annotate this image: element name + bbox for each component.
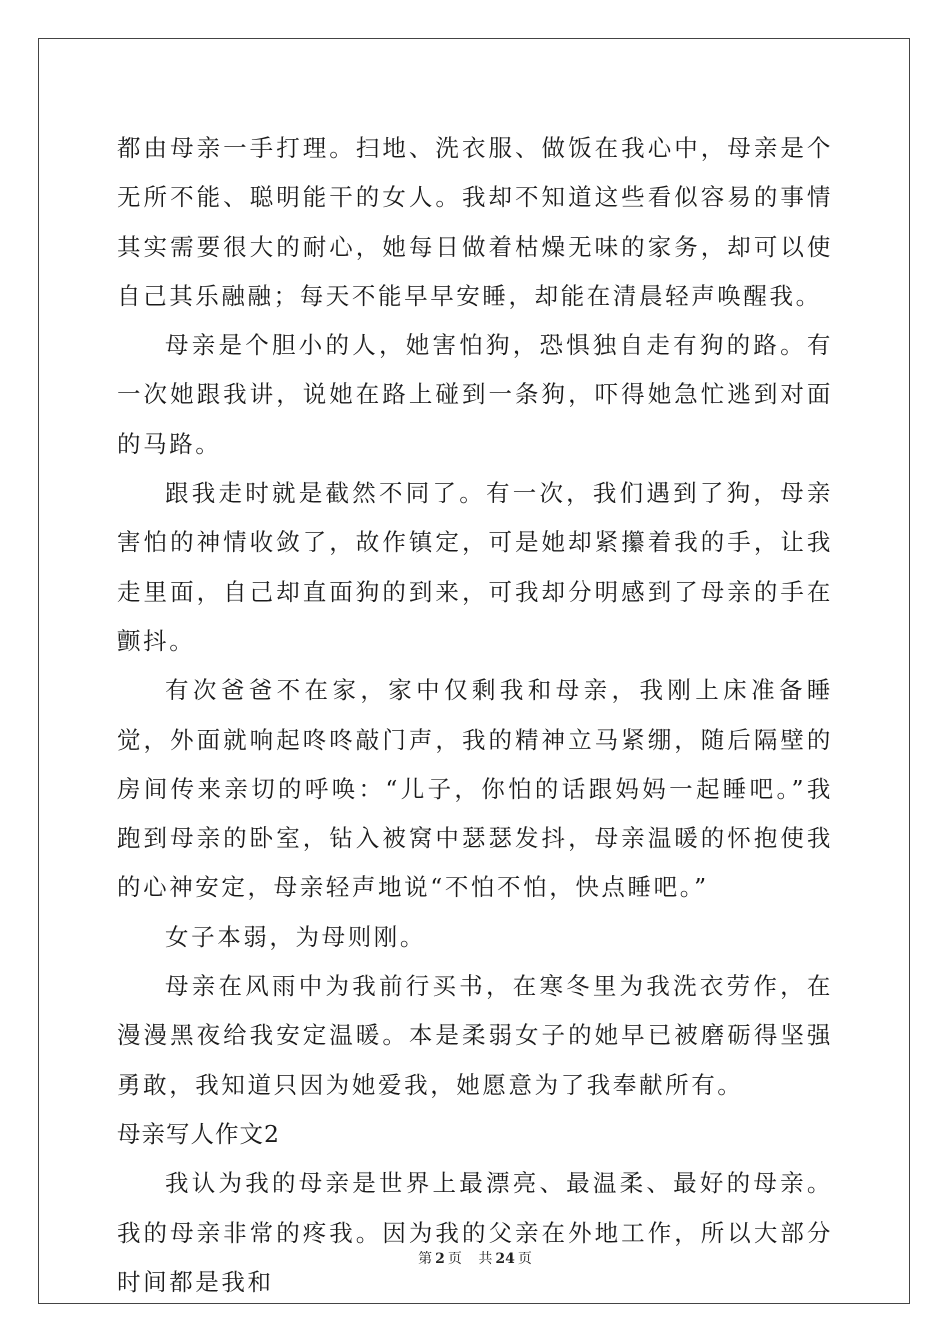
section-heading: 母亲写人作文2 bbox=[117, 1119, 280, 1148]
page-prefix: 第 bbox=[418, 1251, 433, 1267]
total-suffix: 页 bbox=[517, 1251, 532, 1267]
document-body bbox=[117, 124, 833, 1307]
total-pages: 24 bbox=[495, 1251, 515, 1267]
page-number: 2 bbox=[435, 1251, 445, 1267]
paragraph: 母亲在风雨中为我前行买书，在寒冬里为我洗衣劳作，在漫漫黑夜给我安定温暖。本是柔弱女子的她早已被磨砺得坚强勇敢，我知道只因为她爱我，她愿意为了我奉献所有。 bbox=[117, 972, 833, 1099]
total-prefix: 共 bbox=[478, 1251, 493, 1267]
page-suffix: 页 bbox=[447, 1251, 462, 1267]
paragraph: 母亲是个胆小的人，她害怕狗，恐惧独自走有狗的路。有一次她跟我讲，说她在路上碰到一条狗，吓得她急忙逃到对面的马路。 bbox=[117, 331, 833, 458]
paragraph-continuation: 都由母亲一手打理。扫地、洗衣服、做饭在我心中，母亲是个无所不能、聪明能干的女人。我却不知道这些看似容易的事情其实需要很大的耐心，她每日做着枯燥无味的家务，却可以使自己其乐融融；每天不能早早安睡，却能在清晨轻声唤醒我。 bbox=[117, 134, 833, 310]
paragraph: 跟我走时就是截然不同了。有一次，我们遇到了狗，母亲害怕的神情收敛了，故作镇定，可是她却紧攥着我的手，让我走里面，自己却直面狗的到来，可我却分明感到了母亲的手在颤抖。 bbox=[117, 479, 833, 655]
page-indicator bbox=[415, 1251, 465, 1267]
total-indicator bbox=[475, 1251, 534, 1267]
paragraph: 我认为我的母亲是世界上最漂亮、最温柔、最好的母亲。我的母亲非常的疼我。因为我的父亲在外地工作，所以大部分时间都是我和 bbox=[117, 1169, 833, 1296]
paragraph: 有次爸爸不在家，家中仅剩我和母亲，我刚上床准备睡觉，外面就响起咚咚敲门声，我的精神立马紧绷，随后隔壁的房间传来亲切的呼唤：“儿子，你怕的话跟妈妈一起睡吧。”我跑到母亲的卧室，钻入被窝中瑟瑟发抖，母亲温暖的怀抱使我的心神安定，母亲轻声地说“不怕不怕，快点睡吧。” bbox=[117, 676, 833, 902]
page-footer bbox=[0, 1248, 950, 1268]
paragraph: 女子本弱，为母则刚。 bbox=[165, 922, 426, 951]
